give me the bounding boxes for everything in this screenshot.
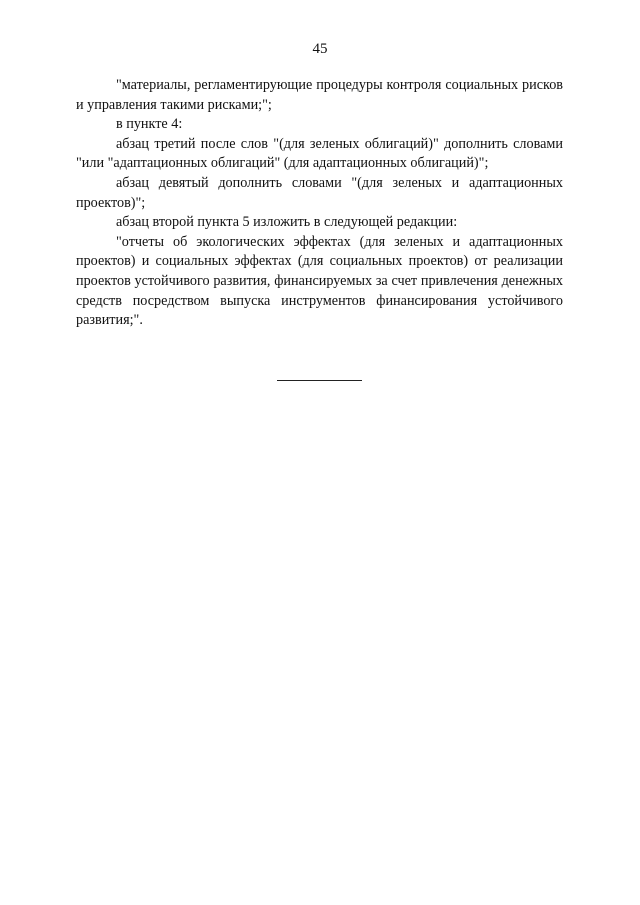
paragraph-reports: "отчеты об экологических эффектах (для зеленых и адаптационных проектов) и социальных эффектах (для социальных проектов) от реализации проектов устойчивого развития, финансируемых за счет привлечения денежных средств посредством выпуска инструментов финансирования устойчивого развития;". <box>76 233 563 329</box>
end-separator-line <box>277 380 362 381</box>
paragraph-point-4: в пункте 4: <box>116 116 183 133</box>
paragraph-point-5: абзац второй пункта 5 изложить в следующей редакции: <box>116 214 458 231</box>
paragraph-materials: "материалы, регламентирующие процедуры контроля социальных рисков и управления такими рисками;"; <box>76 77 563 113</box>
paragraph-abzac-third: абзац третий после слов "(для зеленых облигаций)" дополнить словами "или "адаптационных облигаций" (для адаптационных облигаций)"; <box>76 135 563 172</box>
page-number: 45 <box>312 41 328 57</box>
document-body <box>76 76 563 331</box>
paragraph-abzac-ninth: абзац девятый дополнить словами "(для зеленых и адаптационных проектов)"; <box>76 174 563 211</box>
